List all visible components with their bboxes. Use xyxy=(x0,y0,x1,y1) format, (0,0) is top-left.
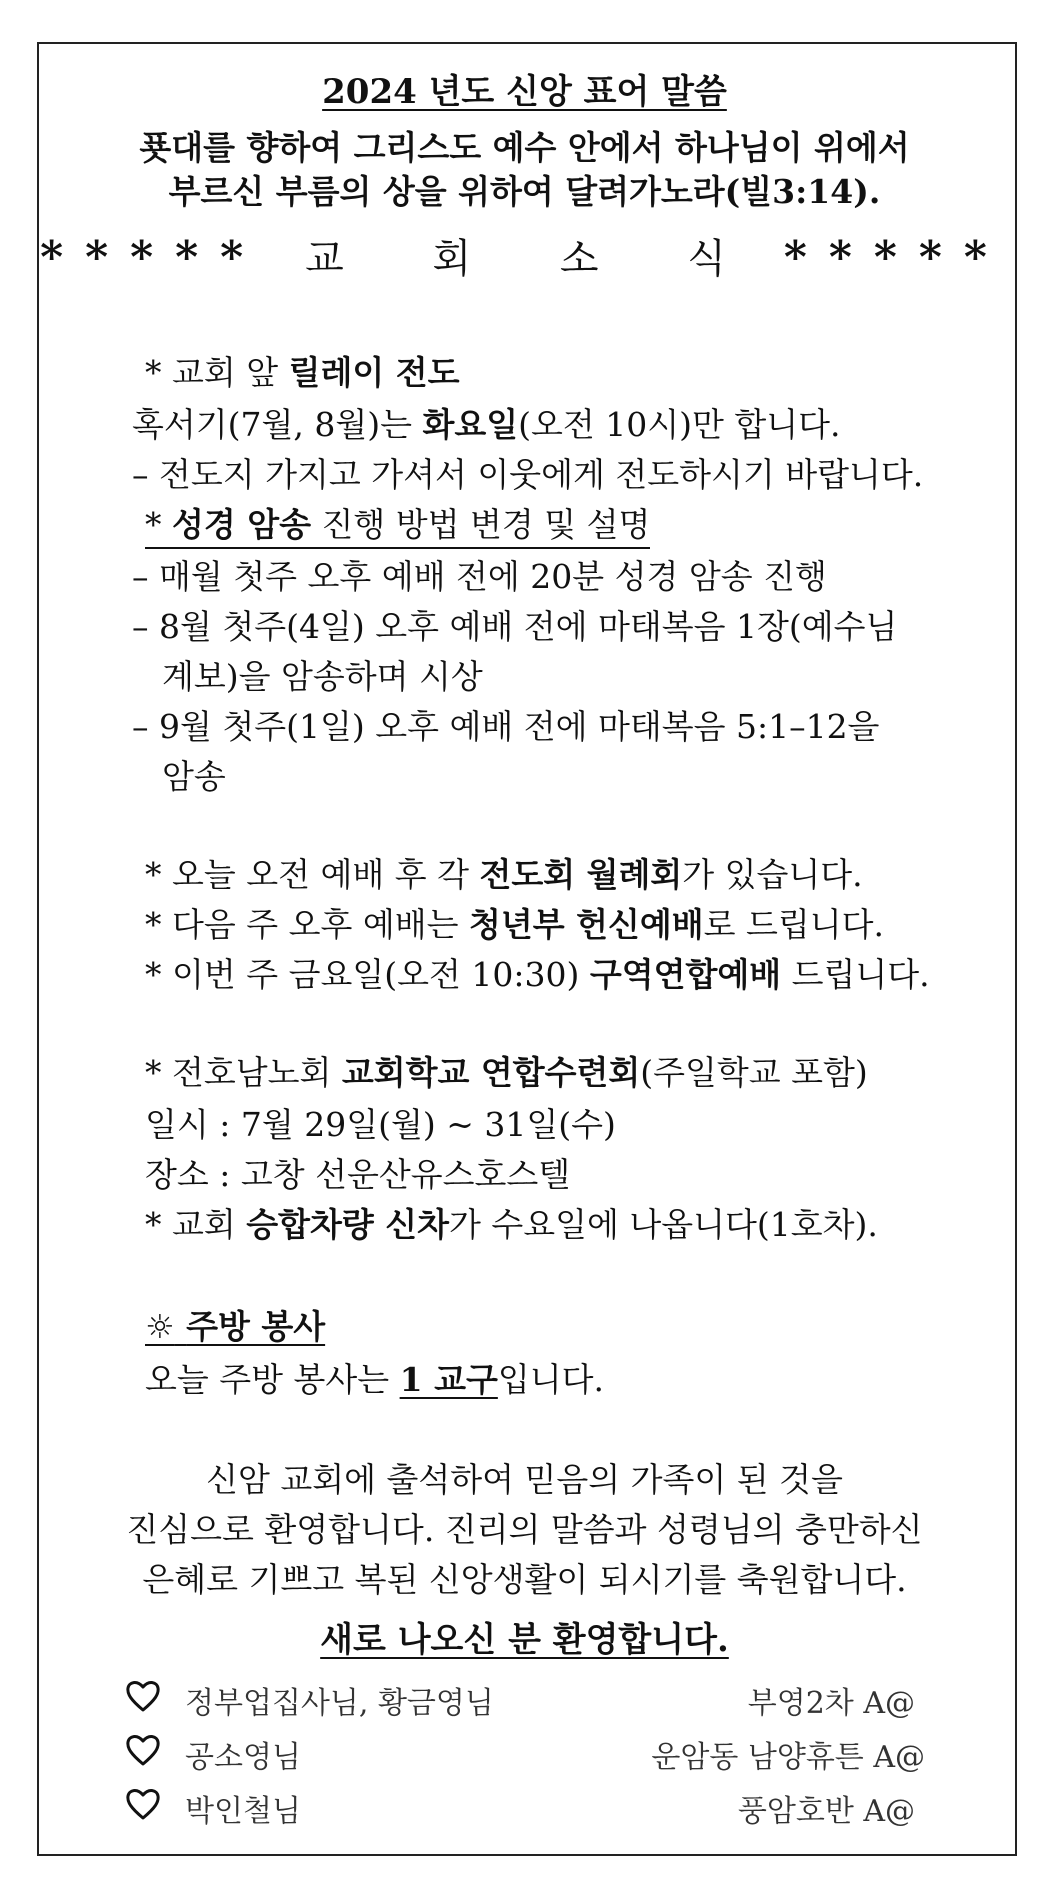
relay-bold: 릴레이 전도 xyxy=(288,353,460,392)
relay-line-2: – 전도지 가지고 가셔서 이웃에게 전도하시기 바랍니다. xyxy=(132,455,924,494)
news-heading-row xyxy=(0,232,1049,283)
newcomer-row xyxy=(125,1784,925,1828)
welcome-title: 새로 나오신 분 환영합니다. xyxy=(320,1620,729,1660)
heart-outline-icon xyxy=(125,1732,161,1768)
notice-2: * 다음 주 오후 예배는 청년부 헌신예배로 드립니다. xyxy=(145,905,884,944)
newcomer-name: 박인철님 xyxy=(185,1794,301,1829)
kitchen-line: 오늘 주방 봉사는 1 교구입니다. xyxy=(145,1360,604,1399)
notice-3: * 이번 주 금요일(오전 10:30) 구역연합예배 드립니다. xyxy=(145,955,930,994)
heart-outline-icon xyxy=(125,1678,161,1714)
welcome-line-1: 신암 교회에 출석하여 믿음의 가족이 된 것을 xyxy=(206,1460,843,1499)
sun-icon: ☼ xyxy=(145,1307,175,1346)
retreat-place: 장소 : 고창 선운산유스호스텔 xyxy=(145,1155,571,1194)
newcomer-place: 운암동 남양휴튼 A@ xyxy=(651,1740,925,1775)
stars-right: ***** xyxy=(783,232,1009,283)
newcomer-name: 공소영님 xyxy=(185,1740,301,1775)
recitation-item-2a: – 8월 첫주(4일) 오후 예배 전에 마태복음 1장(예수님 xyxy=(132,607,898,646)
notice-1: * 오늘 오전 예배 후 각 전도회 월례회가 있습니다. xyxy=(145,855,863,894)
verse-line-1: 푯대를 향하여 그리스도 예수 안에서 하나님이 위에서 xyxy=(139,128,910,167)
retreat-date: 일시 : 7월 29일(월) ~ 31일(수) xyxy=(145,1105,616,1144)
kitchen-heading: ☼ 주방 봉사 xyxy=(145,1307,326,1346)
church-van-notice: * 교회 승합차량 신차가 수요일에 나옵니다(1호차). xyxy=(145,1205,878,1244)
recitation-item-1: – 매월 첫주 오후 예배 전에 20분 성경 암송 진행 xyxy=(132,557,827,596)
newcomer-row xyxy=(125,1676,925,1720)
newcomer-name: 정부업집사님, 황금영님 xyxy=(185,1686,494,1721)
stars-left: ***** xyxy=(40,232,266,283)
newcomer-row xyxy=(125,1730,925,1774)
newcomer-place: 부영2차 A@ xyxy=(747,1686,915,1721)
recitation-heading: * 성경 암송 진행 방법 변경 및 설명 xyxy=(145,505,650,549)
relay-heading: * 교회 앞 릴레이 전도 xyxy=(145,353,460,392)
recitation-item-3a: – 9월 첫주(1일) 오후 예배 전에 마태복음 5:1–12을 xyxy=(132,707,880,746)
welcome-line-3: 은혜로 기쁘고 복된 신앙생활이 되시기를 축원합니다. xyxy=(142,1560,907,1599)
heart-outline-icon xyxy=(125,1786,161,1822)
relay-line-1: 혹서기(7월, 8월)는 화요일(오전 10시)만 합니다. xyxy=(132,405,841,444)
newcomer-place: 풍암호반 A@ xyxy=(737,1794,915,1829)
verse-line-2: 부르신 부름의 상을 위하여 달려가노라(빌3:14). xyxy=(168,172,881,211)
news-heading: 교 회 소 식 xyxy=(305,236,764,282)
retreat-heading: * 전호남노회 교회학교 연합수련회(주일학교 포함) xyxy=(145,1053,868,1092)
welcome-line-2: 진심으로 환영합니다. 진리의 말씀과 성령님의 충만하신 xyxy=(126,1510,923,1549)
recitation-item-3b: 암송 xyxy=(162,757,226,796)
verse-title: 2024 년도 신앙 표어 말씀 xyxy=(322,72,727,112)
recitation-item-2b: 계보)을 암송하며 시상 xyxy=(162,657,483,696)
